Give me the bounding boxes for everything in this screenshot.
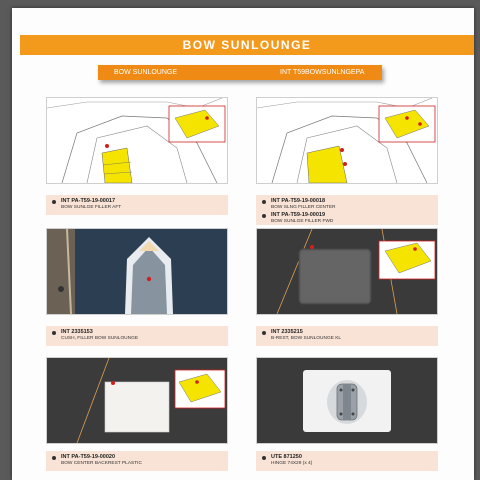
part-header-bar — [98, 65, 382, 80]
part-entry — [52, 329, 222, 342]
bullet-icon — [52, 456, 56, 460]
part-description: BOW SUNLGE FILLER FWD — [271, 219, 334, 224]
part-caption-2 — [256, 195, 438, 225]
part-number: INT 2335215 — [271, 329, 303, 335]
part-caption-3 — [46, 326, 228, 346]
part-description: BOW SUNLGE FILLER AFT — [61, 205, 122, 210]
part-caption-1 — [46, 195, 228, 215]
part-entry — [262, 198, 432, 211]
part-photo-6 — [256, 357, 438, 444]
part-caption-5 — [46, 451, 228, 471]
part-description: HINGE 74X29 (x 4) — [271, 461, 313, 466]
part-diagram-2 — [256, 97, 438, 184]
part-photo-5 — [46, 357, 228, 444]
bullet-icon — [52, 331, 56, 335]
part-diagram-1 — [46, 97, 228, 184]
part-description: CUSH, FILLER BOW SUNLOUNGE — [61, 336, 139, 341]
part-entry — [262, 454, 432, 467]
part-entry — [52, 454, 222, 467]
bullet-icon — [262, 331, 266, 335]
part-description: BOW SLNG FILLER CENTER — [271, 205, 336, 210]
part-entry — [262, 329, 432, 342]
part-entry — [262, 212, 432, 225]
bullet-icon — [262, 456, 266, 460]
part-number: UTE 871250 — [271, 454, 302, 460]
bullet-icon — [262, 200, 266, 204]
section-title-banner: BOW SUNLOUNGE — [20, 35, 474, 55]
part-group-code: INT T59BOWSUNLNGEPA — [280, 69, 365, 76]
bullet-icon — [262, 214, 266, 218]
bullet-icon — [52, 200, 56, 204]
part-caption-6 — [256, 451, 438, 471]
part-description: BOW CENTER BACKREST PLASTIC — [61, 461, 142, 466]
part-photo-4 — [256, 228, 438, 315]
part-number: INT PA-T59-19-00020 — [61, 454, 116, 460]
part-photo-3 — [46, 228, 228, 315]
part-description: B-REST, BOW SUNLOUNGE KL — [271, 336, 342, 341]
part-entry — [52, 198, 222, 211]
part-number: INT PA-T59-19-00019 — [271, 212, 326, 218]
part-number: INT 2335153 — [61, 329, 93, 335]
part-group-name: BOW SUNLOUNGE — [114, 69, 178, 76]
part-caption-4 — [256, 326, 438, 346]
part-number: INT PA-T59-19-00017 — [61, 198, 116, 204]
part-number: INT PA-T59-19-00018 — [271, 198, 326, 204]
catalog-page — [12, 8, 474, 480]
